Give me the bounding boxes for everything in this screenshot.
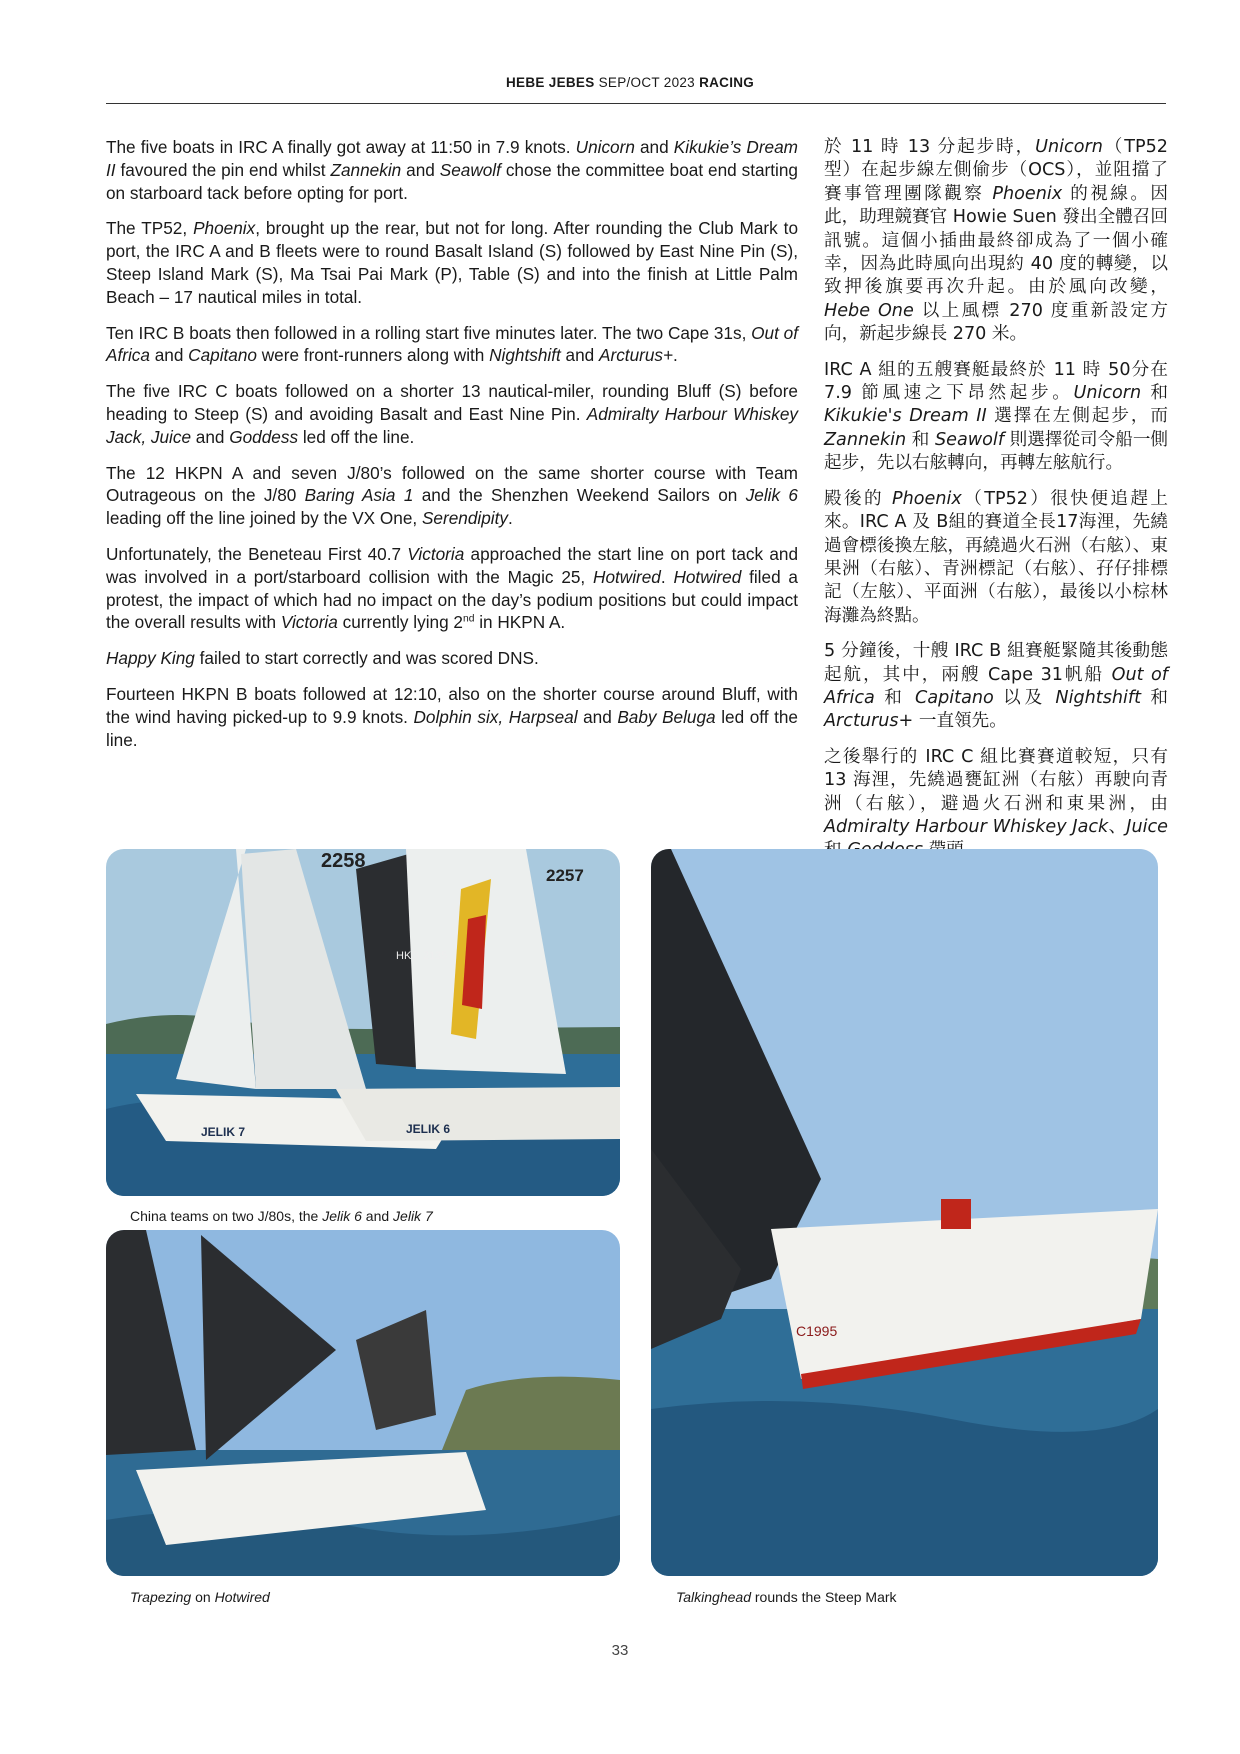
text-run: and — [361, 1208, 394, 1224]
hull-name-jelik6: JELIK 6 — [406, 1122, 451, 1136]
italic-text-run: Goddess — [229, 426, 299, 447]
italic-text-run: Hebe One — [824, 300, 914, 321]
text-run: rounds the Steep Mark — [751, 1589, 897, 1605]
text-run: 和 — [1141, 383, 1169, 404]
italic-text-run: Hotwired — [214, 1589, 270, 1605]
chinese-paragraph — [824, 136, 1168, 347]
italic-text-run: Admiralty Harbour Whiskey Jack — [824, 816, 1109, 837]
text-run: 、 — [1108, 816, 1127, 837]
photo-talkinghead — [651, 849, 1158, 1576]
text-run: （TP52）很快便追趕上來。IRC A 及 B組的賽道全長17海浬，先繞過會標後換左舷，再繞過火石洲（右舷）、東果洲（右舷）、青洲標記（右舷）、孖仔排標記（左舷）、平面洲（右舷），最後以小棕林海灘為終點。 — [824, 488, 1169, 626]
italic-text-run: Hotwired — [593, 566, 661, 587]
text-run: and — [577, 706, 618, 727]
text-run: 之後舉行的 IRC C 組比賽賽道較短，只有 13 海浬，先繞過甕缸洲（右舷）再駛向青洲（右舷），避過火石洲和東果洲，由 — [824, 746, 1168, 814]
italic-text-run: Jelik 7 — [393, 1208, 433, 1224]
italic-text-run: Zannekin — [330, 159, 402, 180]
sail-number-2257: 2257 — [546, 866, 584, 885]
text-run: IRC A 組的五艘賽艇最終於 11 時 50分在 7.9 節風速之下昂然起步。 — [824, 359, 1168, 404]
caption-hotwired — [130, 1588, 270, 1606]
italic-text-run: Phoenix — [892, 488, 962, 509]
italic-text-run: Jelik 6 — [745, 485, 798, 506]
text-run: chose the committee boat end starting on starboard tack before opting for port. — [106, 159, 798, 203]
italic-text-run: Victoria — [280, 612, 338, 633]
section-label: RACING — [699, 75, 755, 90]
text-run: The 12 HKPN A and seven J/80’s followed on the same shorter course with Team Outrageous on the J/80 — [106, 462, 798, 506]
text-run: were front-runners along with — [256, 345, 490, 366]
italic-text-run: Dolphin six, Harpseal — [413, 706, 578, 727]
text-run: 則選擇從司令船一側起步，先以右舷轉向，再轉左舷航行。 — [824, 429, 1169, 474]
text-run: and the Shenzhen Weekend Sailors on — [413, 485, 746, 506]
text-run: and — [149, 345, 189, 366]
italic-text-run: Out of Africa — [106, 322, 799, 366]
text-run: and — [401, 159, 440, 180]
text-run: in HKPN A. — [474, 612, 566, 633]
italic-text-run: Nightshift — [1055, 687, 1141, 708]
sail-number-2258: 2258 — [321, 850, 366, 872]
text-run: 以上風標 270 度重新設定方向，新起步線長 270 米。 — [824, 300, 1168, 345]
text-run: and — [634, 137, 674, 157]
caption-jelik — [130, 1207, 433, 1225]
text-run: led off the line. — [106, 706, 798, 750]
text-run: . — [673, 345, 678, 366]
hull-name-jelik7: JELIK 7 — [201, 1125, 246, 1139]
english-paragraph — [106, 136, 798, 204]
chinese-paragraph — [824, 488, 1168, 628]
text-run: on — [191, 1589, 215, 1605]
text-run: 和 — [874, 687, 916, 708]
text-run: 5 分鐘後，十艘 IRC B 組賽艇緊隨其後動態起航，其中，兩艘 Cape 31帆船 — [824, 641, 1168, 685]
photo-jelik-boats — [106, 849, 620, 1196]
text-run: filed a protest, the impact of which had no impact on the day’s podium positions but could impact the overall results with — [106, 566, 798, 633]
italic-text-run: Out of Africa — [824, 664, 1168, 708]
text-run: 一直領先。 — [913, 711, 1007, 732]
text-run: . — [507, 508, 513, 529]
text-run: The five boats in IRC A finally got away at 11:50 in 7.9 knots. — [106, 137, 576, 157]
english-paragraph — [106, 543, 798, 634]
text-run: 選擇在左側起步，而 — [986, 406, 1169, 427]
italic-text-run: Baring Asia 1 — [304, 485, 414, 506]
italic-text-run: Unicorn — [1073, 383, 1142, 404]
italic-text-run: Arcturus+ — [824, 711, 914, 732]
english-paragraph — [106, 462, 798, 530]
text-run: 和 — [1141, 687, 1169, 708]
italic-text-run: Nightshift — [489, 345, 561, 366]
text-run: favoured the pin end whilst — [115, 159, 331, 180]
english-column — [106, 136, 798, 764]
english-paragraph — [106, 322, 798, 368]
text-run: China teams on two J/80s, the — [130, 1208, 323, 1224]
text-run: 於 11 時 13 分起步時， — [824, 137, 1036, 157]
text-run: The TP52, — [106, 218, 194, 239]
italic-text-run: Arcturus+ — [599, 345, 674, 366]
italic-text-run: Juice — [1126, 816, 1168, 837]
italic-text-run: Serendipity — [421, 508, 508, 529]
text-run: led off the line. — [298, 426, 415, 447]
chinese-paragraph — [824, 746, 1168, 863]
english-paragraph — [106, 683, 798, 751]
chinese-column — [824, 136, 1168, 875]
chinese-paragraph — [824, 640, 1168, 734]
text-run: and — [560, 345, 600, 366]
page-header — [106, 75, 1166, 104]
text-run: 殿後的 — [824, 488, 893, 509]
italic-text-run: Seawolf — [439, 159, 501, 180]
issue-label: SEP/OCT 2023 — [598, 75, 695, 90]
italic-text-run: Phoenix — [193, 218, 256, 239]
text-run: Ten IRC B boats then followed in a rolling start five minutes later. The two Cape 31s, — [106, 322, 752, 343]
text-run: currently lying 2 — [337, 612, 463, 633]
italic-text-run: Hotwired — [673, 566, 742, 587]
text-run: Unfortunately, the Beneteau First 40.7 — [106, 543, 408, 564]
caption-talkinghead — [676, 1588, 897, 1606]
text-run: and — [191, 426, 230, 447]
text-run: 和 — [906, 429, 935, 450]
text-run: . — [660, 566, 674, 587]
sail-number-hkg: HKG 2135 — [396, 950, 448, 962]
text-run: leading off the line joined by the VX One, — [106, 508, 422, 529]
italic-text-run: Unicorn — [1035, 137, 1103, 157]
text-run: The five IRC C boats followed on a shorter 13 nautical-miler, rounding Bluff (S) before heading to Steep (S) and avoiding Basalt and East Nine Pin. — [106, 381, 798, 424]
italic-text-run: Talkinghead — [676, 1589, 751, 1605]
italic-text-run: Unicorn — [575, 137, 635, 157]
text-run: 的視線。因此，助理競賽官 Howie Suen 發出全體召回訊號。這個小插曲最終卻成為了一個小確幸，因為此時風向出現約 40 度的轉變，以致押後旗要再次升起。由於風向改變， — [824, 183, 1169, 298]
text-run: , brought up the rear, but not for long. After rounding the Club Mark to port, the IRC A and B fleets were to round Basalt Island (S) followed by East Nine Pin (S), Steep Island Mark (S), Ma Tsai Pai Mark (P), Table (S) and into the finish at Little Palm Beach – 17 nautical miles in total. — [106, 218, 799, 307]
photo-hotwired — [106, 1230, 620, 1576]
text-run: 以及 — [993, 687, 1056, 708]
italic-text-run: Phoenix — [992, 183, 1063, 204]
italic-text-run: Capitano — [188, 345, 257, 366]
italic-text-run: Trapezing — [130, 1589, 192, 1605]
superscript-run: nd — [462, 613, 475, 625]
english-paragraph — [106, 380, 798, 448]
magazine-name: HEBE JEBES — [506, 75, 595, 90]
page-number: 33 — [611, 1642, 629, 1659]
italic-text-run: Kikukie’s Dream II — [106, 137, 798, 180]
italic-text-run: Baby Beluga — [617, 706, 716, 727]
running-header — [506, 75, 754, 90]
italic-text-run: Jelik 6 — [322, 1208, 362, 1224]
english-paragraph — [106, 217, 798, 308]
italic-text-run: Happy King — [106, 648, 195, 669]
chinese-paragraph — [824, 359, 1168, 476]
english-paragraph — [106, 647, 798, 670]
italic-text-run: Seawolf — [935, 429, 1005, 450]
text-run: Fourteen HKPN B boats followed at 12:10, also on the shorter course around Bluff, with the wind having picked-up to 9.9 knots. — [106, 683, 798, 727]
italic-text-run: Zannekin — [824, 429, 907, 450]
italic-text-run: Kikukie's Dream II — [824, 406, 987, 427]
italic-text-run: Victoria — [407, 543, 465, 564]
text-run: failed to start correctly and was scored DNS. — [194, 648, 539, 669]
hull-number-c1995: C1995 — [796, 1323, 838, 1339]
text-run: approached the start line on port tack and was involved in a port/starboard collision with the Magic 25, — [106, 543, 799, 587]
italic-text-run: Admiralty Harbour Whiskey Jack, Juice — [106, 403, 798, 447]
italic-text-run: Capitano — [915, 687, 994, 708]
text-run: （TP52型）在起步線左側偷步（OCS），並阻擋了賽事管理團隊觀察 — [824, 137, 1168, 204]
